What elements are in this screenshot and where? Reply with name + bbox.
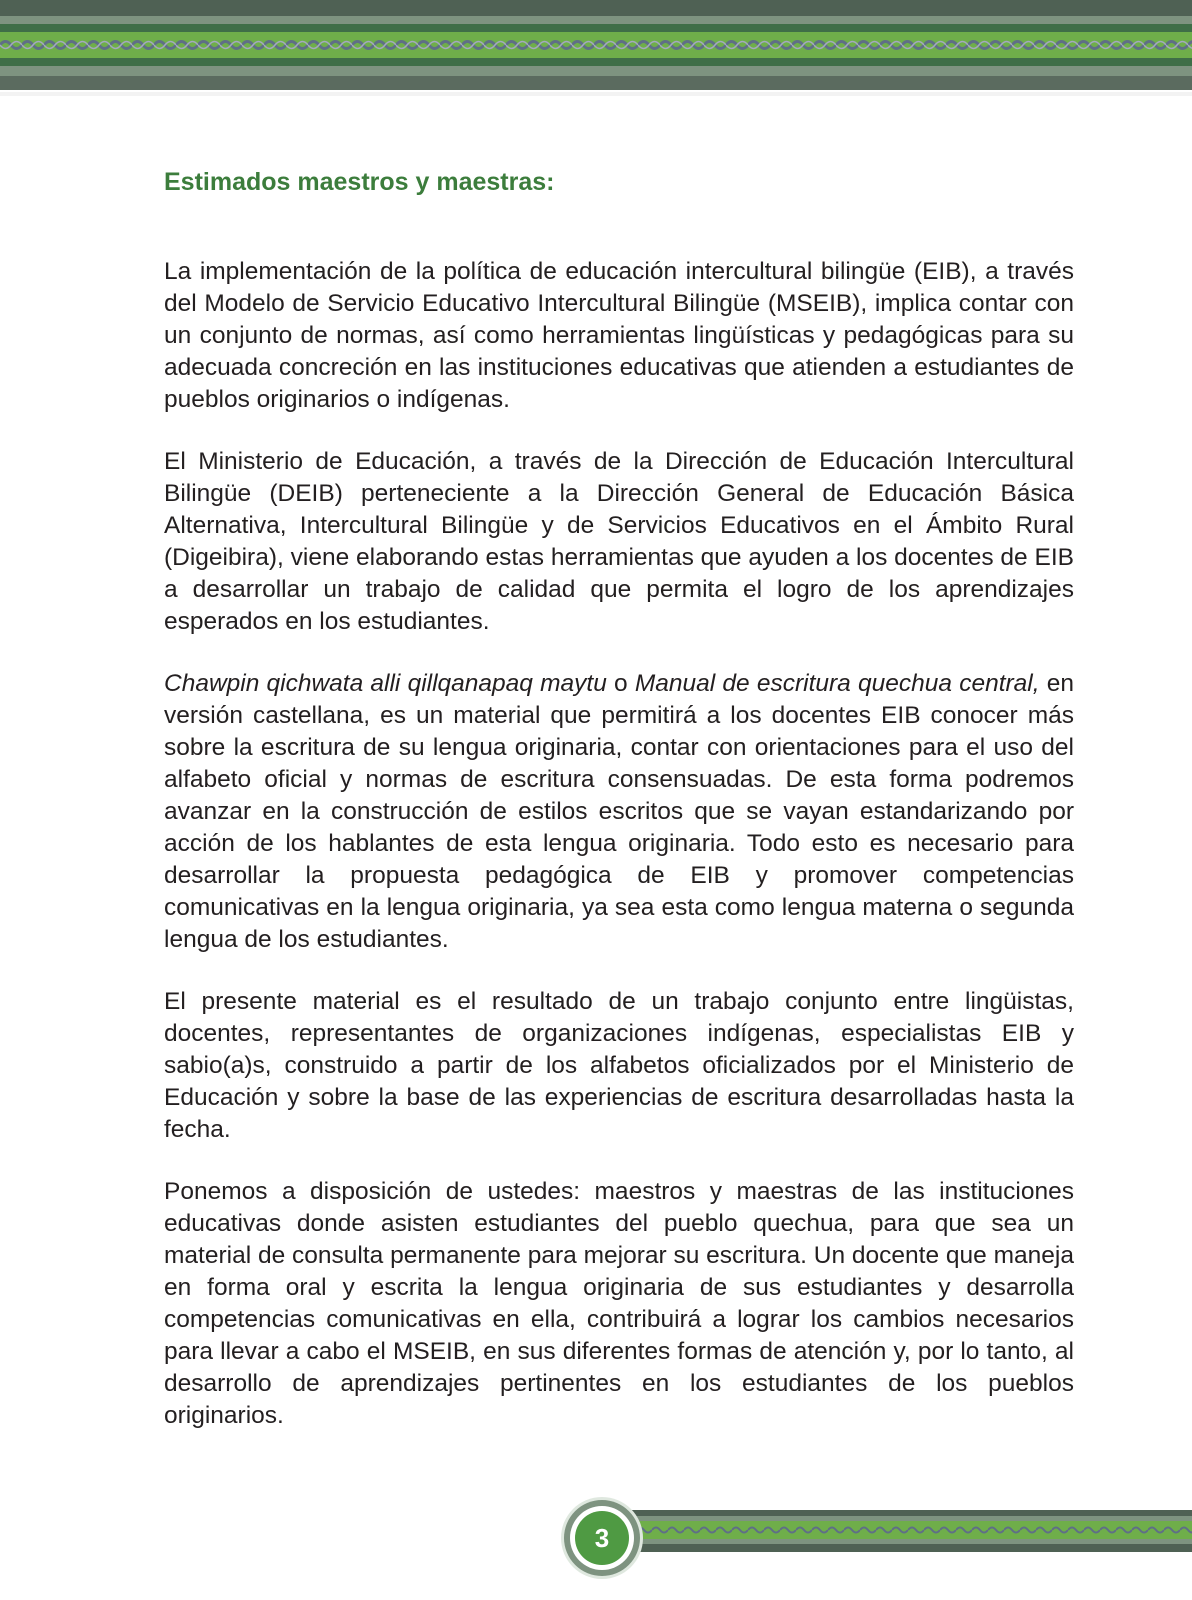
border-band-dark (0, 76, 1192, 90)
footer-decorative-strip (620, 1510, 1192, 1554)
paragraph-3 (164, 668, 1074, 956)
quechua-title: Chawpin qichwata alli qillqanapaq maytu (164, 670, 607, 697)
paragraph-1: La implementación de la política de educación intercultural bilingüe (EIB), a través del Modelo de Servicio Educativo Intercultural Bilingüe (MSEIB), implica contar con un conjunto de normas, así como herramientas lingüísticas y pedagógicas para su adecuada concreción en las instituciones educativas que atienden a estudiantes de pueblos originarios o indígenas. (164, 258, 1074, 413)
paragraph-5: Ponemos a disposición de ustedes: maestros y maestras de las instituciones educativas donde asisten estudiantes del pueblo quechua, para que sea un material de consulta permanente para mejorar su escritura. Un docente que maneja en forma oral y escrita la lengua originaria de sus estudiantes y desarrolla competencias comunicativas en ella, contribuirá a lograr los cambios necesarios para llevar a cabo el MSEIB, en sus diferentes formas de atención y, por lo tanto, al desarrollo de aprendizajes pertinentes en los estudiantes de los pueblos originarios. (164, 1178, 1074, 1429)
border-band-woven-pattern (0, 32, 1192, 58)
border-band-green-dark (0, 24, 1192, 32)
border-band-dark (0, 0, 1192, 16)
letter-body (164, 166, 1074, 1462)
paragraph-2: El Ministerio de Educación, a través de la Dirección de Educación Intercultural Bilingüe (DEIB) perteneciente a la Dirección General de Educación Básica Alternativa, Intercultural Bilingüe y de Servicios Educativos en el Ámbito Rural (Digeibira), viene elaborando estas herramientas que ayuden a los docentes de EIB a desarrollar un trabajo de calidad que permita el logro de los aprendizajes esperados en los estudiantes. (164, 448, 1074, 635)
letter-heading: Estimados maestros y maestras: (164, 168, 555, 196)
page-number: 3 (575, 1511, 629, 1565)
border-band-green-dark (0, 58, 1192, 66)
paragraph-4: El presente material es el resultado de un trabajo conjunto entre lingüistas, docentes, representantes de organizaciones indígenas, especialistas EIB y sabio(a)s, construido a partir de los alfabetos oficializados por el Ministerio de Educación y sobre la base de las experiencias de escritura desarrolladas hasta la fecha. (164, 988, 1074, 1143)
footer-band-woven-pattern (620, 1521, 1192, 1539)
footer-woven-pattern-graphic (620, 1521, 1192, 1539)
paragraph-3-text: en versión castellana, es un material que permitirá a los docentes EIB conocer más sobre la escritura de su lengua originaria, contar con orientaciones para el uso del alfabeto oficial y normas de escritura consensuadas. De esta forma podremos avanzar en la construcción de estilos escritos que se vayan estandarizando por acción de los hablantes de esta lengua originaria. Todo esto es necesario para desarrollar la propuesta pedagógica de EIB y promover competencias comunicativas en la lengua originaria, ya sea esta como lengua materna o segunda lengua de los estudiantes. (164, 670, 1074, 953)
border-band-mid (0, 16, 1192, 24)
footer-band-dark (620, 1544, 1192, 1552)
border-band-mid (0, 66, 1192, 76)
woven-pattern-graphic (0, 32, 1192, 58)
page-number-badge (564, 1500, 640, 1576)
top-decorative-border (0, 0, 1192, 96)
spanish-title: Manual de escritura quechua central, (634, 670, 1040, 697)
title-connector: o (606, 670, 635, 697)
